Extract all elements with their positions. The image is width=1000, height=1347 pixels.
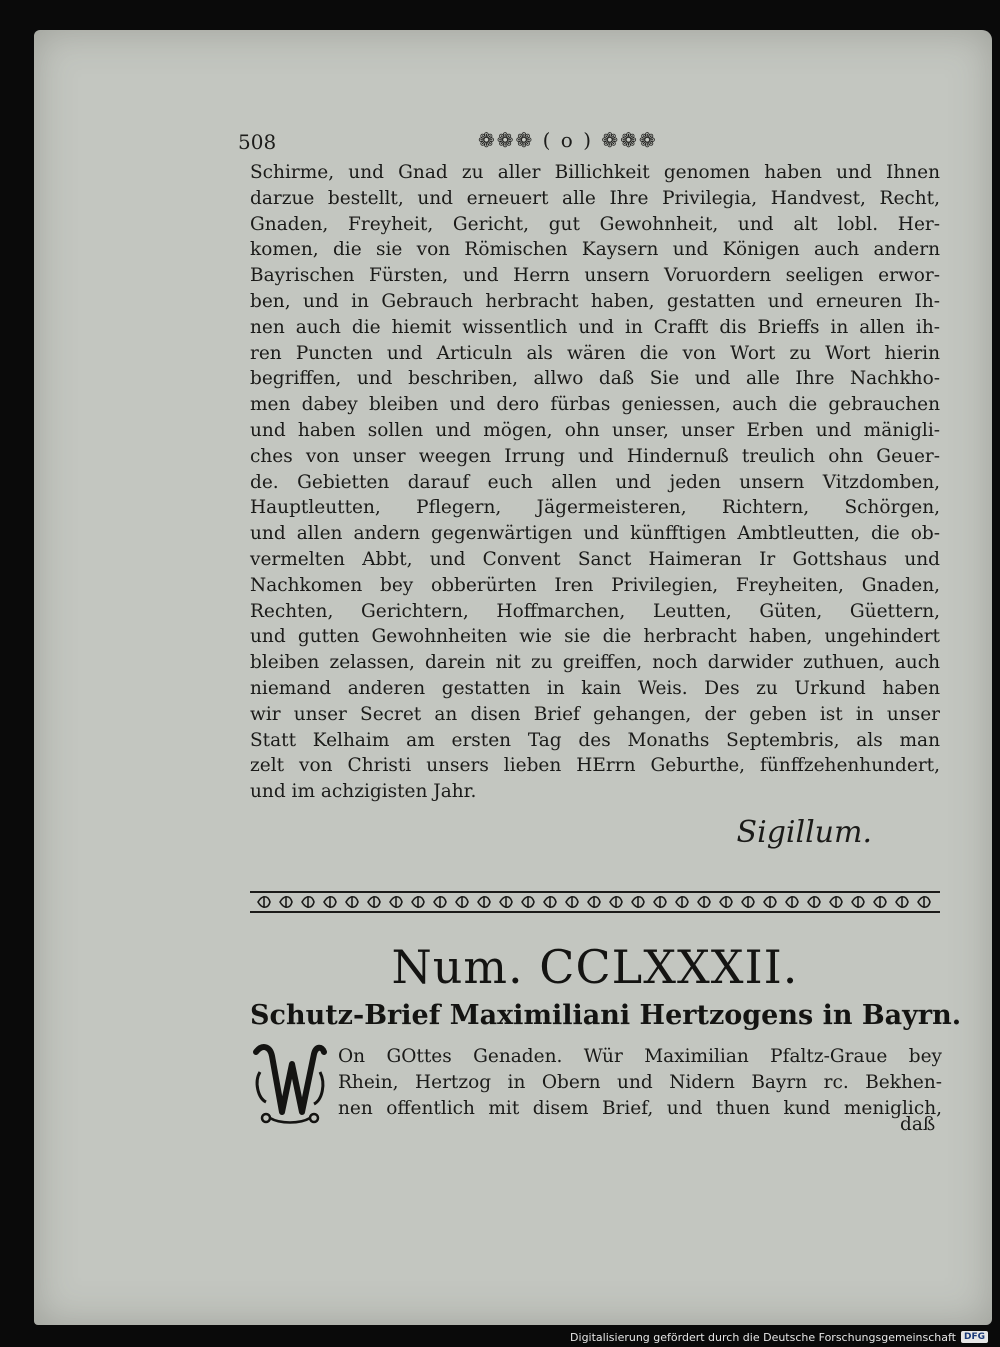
- ornament-motif: [324, 896, 336, 908]
- body-text-line: darzue bestellt, und erneuert alle Ihre Privilegia, Handvest, Recht,: [250, 187, 940, 209]
- ornament-motif: [610, 896, 622, 908]
- body-text: [250, 160, 940, 805]
- ornament-motif: [258, 896, 270, 908]
- page-number: 508: [238, 130, 277, 154]
- ornament-motif: [742, 896, 754, 908]
- ornament-motif: [786, 896, 798, 908]
- ornament-motif: [698, 896, 710, 908]
- document-number-heading: Num. CCLXXXII.: [391, 940, 799, 994]
- ornament-motif: [434, 896, 446, 908]
- body-text-line: und gutten Gewohnheiten wie sie die herbracht haben, ungehindert: [250, 626, 940, 648]
- intro-text-line: On GOttes Genaden. Wür Maximilian Pfaltz-Graue bey: [338, 1046, 942, 1067]
- body-text-line: men dabey bleiben und dero fürbas geniessen, auch die gebrauchen: [250, 394, 940, 416]
- ornament-motif: [280, 896, 292, 908]
- body-text-line: und haben sollen und mögen, ohn unser, unser Erben und mänigli-: [250, 419, 940, 441]
- body-text-line: nen auch die hiemit wissentlich und in Crafft dis Brieffs in allen ih-: [250, 316, 940, 338]
- header-ornament: ❁❁❁ ( o ) ❁❁❁: [478, 128, 658, 152]
- body-text-line: Hauptleutten, Pflegern, Jägermeisteren, Richtern, Schörgen,: [250, 497, 940, 519]
- body-text-line: ben, und in Gebrauch herbracht haben, gestatten und erneuren Ih-: [250, 290, 940, 312]
- body-text-line: ches von unser weegen Irrung und Hindernuß treulich ohn Geuer-: [250, 445, 940, 467]
- body-text-line: Schirme, und Gnad zu aller Billichkeit genomen haben und Ihnen: [250, 162, 940, 183]
- body-text-line: und allen andern gegenwärtigen und künfftigen Ambtleutten, die ob-: [250, 523, 940, 545]
- intro-text: [338, 1044, 942, 1121]
- footer-credit: Digitalisierung gefördert durch die Deutsche Forschungsgemeinschaft: [570, 1330, 956, 1344]
- ornament-motif: [412, 896, 424, 908]
- document-title: Schutz-Brief Maximiliani Hertzogens in Bayrn.: [250, 1000, 962, 1031]
- body-text-line: begriffen, und beschriben, allwo daß Sie und alle Ihre Nachkho-: [250, 368, 940, 390]
- ornament-motif: [764, 896, 776, 908]
- ornament-motif: [918, 896, 930, 908]
- body-text-line: wir unser Secret an disen Brief gehangen, der geben ist in unser: [250, 703, 940, 725]
- decorative-initial: [252, 1042, 328, 1126]
- body-text-line: ren Puncten und Articuln als wären die von Wort zu Wort hierin: [250, 342, 940, 364]
- body-text-line: niemand anderen gestatten in kain Weis. Des zu Urkund haben: [250, 677, 940, 699]
- body-text-line: und im achzigisten Jahr.: [250, 781, 477, 803]
- ornament-motif: [456, 896, 468, 908]
- ornament-motif: [632, 896, 644, 908]
- body-text-line: Gnaden, Freyheit, Gericht, gut Gewohnheit, und alt lobl. Her-: [250, 213, 940, 235]
- ornament-motif: [874, 896, 886, 908]
- ornament-motif: [500, 896, 512, 908]
- ornament-motif: [896, 896, 908, 908]
- ornament-motif: [478, 896, 490, 908]
- body-text-line: Bayrischen Fürsten, und Herrn unsern Voruordern seeligen erwor-: [250, 265, 940, 287]
- ornament-motif: [654, 896, 666, 908]
- ornament-motif: [588, 896, 600, 908]
- body-text-line: Statt Kelhaim am ersten Tag des Monaths Septembris, als man: [250, 729, 940, 751]
- ornament-motif: [720, 896, 732, 908]
- sigillum-label: Sigillum.: [736, 815, 872, 850]
- dfg-logo: DFG: [961, 1331, 988, 1343]
- page-header: [238, 128, 938, 158]
- ornament-motif: [368, 896, 380, 908]
- intro-text-line: nen offentlich mit disem Brief, und thuen kund meniglich,: [338, 1097, 942, 1119]
- ornamental-divider: [250, 888, 940, 916]
- body-text-line: Nachkomen bey obberürten Iren Privilegien, Freyheiten, Gnaden,: [250, 574, 940, 596]
- ornament-motif: [346, 896, 358, 908]
- body-text-line: de. Gebietten darauf euch allen und jeden unsern Vitzdomben,: [250, 471, 940, 493]
- ornament-motif: [808, 896, 820, 908]
- ornament-motif: [566, 896, 578, 908]
- body-text-line: bleiben zelassen, darein nit zu greiffen, noch darwider zuthuen, auch: [250, 652, 940, 674]
- catchword: daß: [900, 1114, 936, 1135]
- ornament-motif: [390, 896, 402, 908]
- ornament-motif: [676, 896, 688, 908]
- body-text-line: Rechten, Gerichtern, Hoffmarchen, Leutten, Güten, Güettern,: [250, 600, 940, 622]
- intro-text-line: Rhein, Hertzog in Obern und Nidern Bayrn rc. Bekhen-: [338, 1071, 942, 1093]
- footer: [570, 1328, 988, 1346]
- body-text-line: komen, die sie von Römischen Kaysern und Königen auch andern: [250, 239, 940, 261]
- ornament-motif: [522, 896, 534, 908]
- ornament-motif: [544, 896, 556, 908]
- body-text-line: vermelten Abbt, und Convent Sanct Haimeran Ir Gottshaus und: [250, 548, 940, 570]
- ornament-motif: [830, 896, 842, 908]
- ornament-motif: [852, 896, 864, 908]
- ornament-motif: [302, 896, 314, 908]
- body-text-line: zelt von Christi unsers lieben HErrn Geburthe, fünffzehenhundert,: [250, 755, 940, 777]
